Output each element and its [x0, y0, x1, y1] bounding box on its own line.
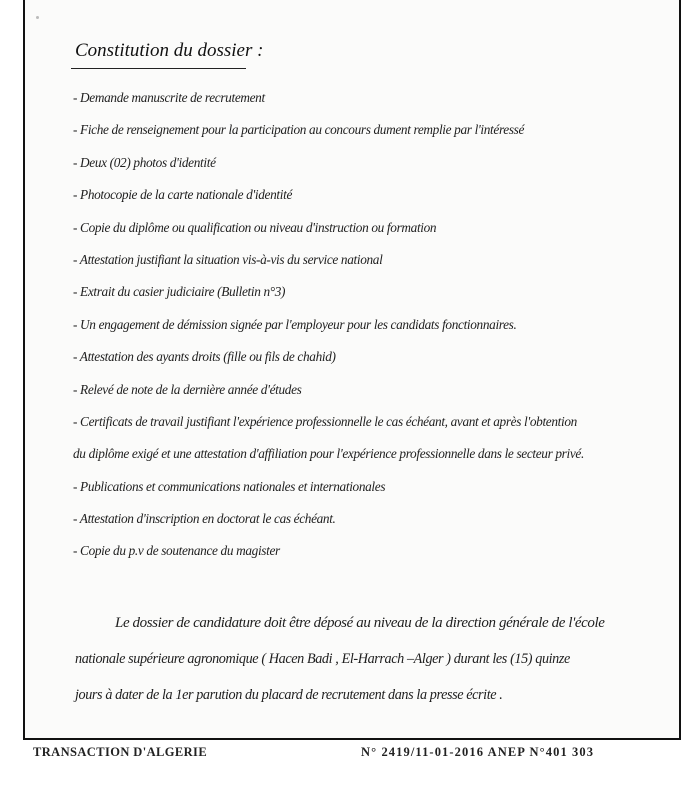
publication-name: TRANSACTION D'ALGERIE [33, 745, 208, 759]
list-item: - Certificats de travail justifiant l'expérience professionnelle le cas échéant, avant et après l'obtention [73, 413, 577, 429]
list-item: - Relevé de note de la dernière année d'études [73, 381, 302, 397]
section-heading: Constitution du dossier : [75, 40, 264, 61]
list-item: - Deux (02) photos d'identité [73, 154, 216, 170]
required-documents-list [73, 82, 673, 568]
list-item: - Demande manuscrite de recrutement [73, 90, 265, 105]
paragraph-line: nationale supérieure agronomique ( Hacen Badi , El-Harrach –Alger ) durant les (15) quinze [75, 651, 570, 667]
heading-underline [71, 68, 246, 69]
list-item: - Fiche de renseignement pour la participation au concours dument remplie par l'intéressé [73, 122, 525, 138]
paragraph-line: Le dossier de candidature doit être déposé au niveau de la direction générale de l'école [115, 615, 605, 631]
list-item: - Attestation d'inscription en doctorat le cas échéant. [73, 511, 336, 527]
paragraph-line: jours à dater de la 1er parution du placard de recrutement dans la presse écrite . [75, 687, 503, 703]
list-item: - Attestation des ayants droits (fille ou fils de chahid) [73, 349, 336, 365]
list-item: - Copie du diplôme ou qualification ou niveau d'instruction ou formation [73, 219, 437, 235]
list-item: - Un engagement de démission signée par l'employeur pour les candidats fonctionnaires. [73, 316, 517, 332]
list-item: - Copie du p.v de soutenance du magister [73, 543, 280, 559]
list-item: - Photocopie de la carte nationale d'identité [73, 187, 292, 203]
list-item: - Attestation justifiant la situation vis-à-vis du service national [73, 251, 383, 267]
list-item: - Publications et communications nationales et internationales [73, 478, 386, 494]
submission-paragraph [75, 605, 665, 713]
scan-speck [36, 16, 39, 19]
anep-reference: N° 2419/11-01-2016 ANEP N°401 303 [361, 745, 595, 759]
list-item-continuation: du diplôme exigé et une attestation d'affiliation pour l'expérience professionnelle dans le secteur privé. [73, 446, 584, 462]
list-item: - Extrait du casier judiciaire (Bulletin n°3) [73, 284, 286, 300]
